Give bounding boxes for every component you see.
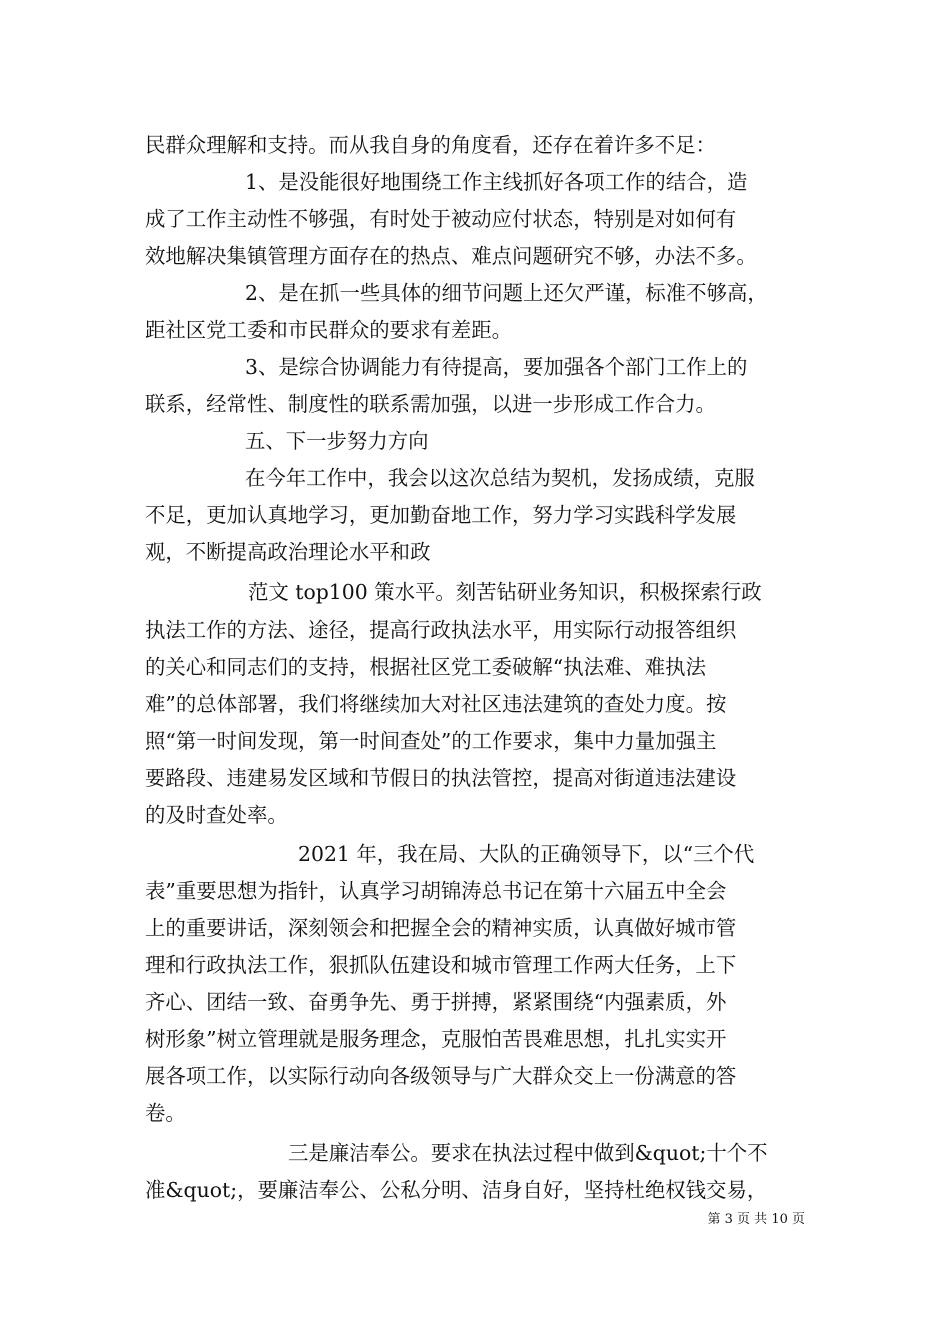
text-line: 展各项工作，以实际行动向各级领导与广大群众交上一份满意的答 — [145, 1064, 737, 1088]
text-line: 民群众理解和支持。而从我自身的角度看，还存在着许多不足： — [145, 133, 716, 157]
page-number-footer: 第 3 页 共 10 页 — [707, 1212, 805, 1227]
text-line: 联系，经常性、制度性的联系需加强，以进一步形成工作合力。 — [145, 392, 716, 416]
text-line: 齐心、团结一致、奋勇争先、勇于拼搏，紧紧围绕“内强素质，外 — [145, 990, 727, 1014]
text-line: 理和行政执法工作，狠抓队伍建设和城市管理工作两大任务，上下 — [145, 953, 737, 977]
text-line: 三是廉洁奉公。要求在执法过程中做到&quot;十个不 — [288, 1141, 768, 1165]
text-line: 2021 年，我在局、大队的正确领导下，以“三个代 — [298, 842, 755, 866]
text-line: 2、是在抓一些具体的细节问题上还欠严谨，标准不够高， — [245, 281, 768, 305]
text-line: 在今年工作中，我会以这次总结为契机，发扬成绩，克服 — [245, 466, 755, 490]
text-line: 1、是没能很好地围绕工作主线抓好各项工作的结合，造 — [245, 170, 748, 194]
text-line: 观，不断提高政治理论水平和政 — [145, 540, 431, 564]
text-line: 树形象”树立管理就是服务理念，克服怕苦畏难思想，扎扎实实开 — [145, 1027, 727, 1051]
text-line: 执法工作的方法、途径，提高行政执法水平，用实际行动报答组织 — [145, 618, 737, 642]
text-line: 卷。 — [145, 1101, 186, 1125]
section-heading: 五、下一步努力方向 — [245, 429, 429, 453]
text-line: 照“第一时间发现，第一时间查处”的工作要求，集中力量加强主 — [145, 729, 717, 753]
text-line: 范文 top100 策水平。刻苦钻研业务知识，积极探索行政 — [248, 580, 762, 604]
text-line: 准&quot;，要廉洁奉公、公私分明、洁身自好，坚持杜绝权钱交易， — [145, 1178, 768, 1202]
text-line: 距社区党工委和市民群众的要求有差距。 — [145, 318, 513, 342]
text-line: 3、是综合协调能力有待提高，要加强各个部门工作上的 — [245, 355, 748, 379]
text-line: 上的重要讲话，深刻领会和把握全会的精神实质，认真做好城市管 — [145, 916, 737, 940]
text-line: 不足，更加认真地学习，更加勤奋地工作，努力学习实践科学发展 — [145, 503, 737, 527]
text-line: 成了工作主动性不够强，有时处于被动应付状态，特别是对如何有 — [145, 207, 737, 231]
text-line: 的及时查处率。 — [145, 803, 288, 827]
text-line: 表”重要思想为指针，认真学习胡锦涛总书记在第十六届五中全会 — [145, 879, 727, 903]
text-line: 效地解决集镇管理方面存在的热点、难点问题研究不够，办法不多。 — [145, 244, 757, 268]
text-line: 的关心和同志们的支持，根据社区党工委破解“执法难、难执法 — [145, 655, 706, 679]
text-line: 要路段、违建易发区域和节假日的执法管控，提高对街道违法建设 — [145, 766, 737, 790]
text-line: 难”的总体部署，我们将继续加大对社区违法建筑的查处力度。按 — [145, 692, 727, 716]
